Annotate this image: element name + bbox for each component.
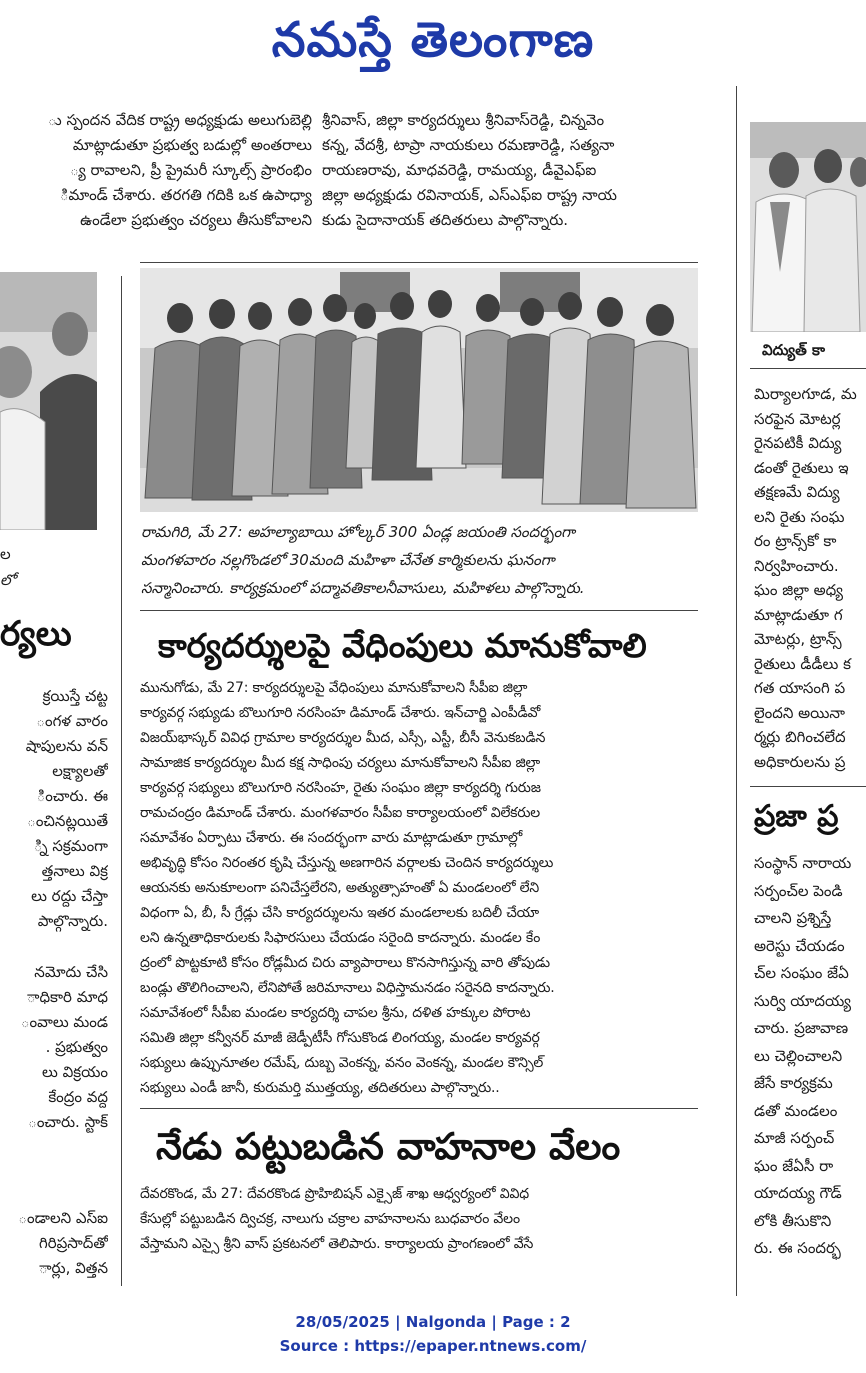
source-link[interactable]: Source : https://epaper.ntnews.com/ xyxy=(279,1337,587,1355)
article2-top-rule xyxy=(140,1108,698,1109)
left-fragment-b: లో xyxy=(0,571,16,589)
right-photo-caption: విద్యుత్ కా xyxy=(762,341,826,359)
newspaper-page xyxy=(0,86,866,1298)
edition-info: 28/05/2025 | Nalgonda | Page : 2 xyxy=(295,1313,571,1331)
left-body-1: క్రయిస్తే చట్ట ంగళ వారం షాపులను వన్ లక్ష్యాలతో ించారు. ఈ ంచినట్లయితే ్ని సక్రమంగా త్తనాలు విక్ర లు రద్దు చేస్తా పాల్గొన్నారు. xyxy=(25,687,108,930)
left-headline-fragment: ర్యలు xyxy=(0,614,72,654)
left-body-3: ండాలని ఎస్ఐ గిరిప్రసాద్‌తో ార్లు, విత్తన xyxy=(18,1209,108,1277)
left-body-2: నమోదు చేసి ాధికారి మాధ ంవాలు మండ . ప్రభుత్వం లు విక్రయం కేంద్రం వద్ద ంచారు. స్టాక్ xyxy=(20,963,108,1131)
photo-caption: రామగిరి, మే 27: అహల్యాబాయి హోల్కర్ 300 ఏండ్ల జయంతి సందర్భంగా మంగళవారం నల్లగొండలో 30మంది మహిళా చేనేత కార్మికులను ఘనంగా సన్మానించారు. కార్యక్రమంలో పద్మావతికాలనీవాసులు, మహిళలు పాల్గొన్నారు. xyxy=(141,523,585,597)
page-footer xyxy=(0,1310,866,1358)
right-caption-rule xyxy=(750,368,866,369)
left-fragment-a: ల xyxy=(0,545,11,563)
article1-top-rule xyxy=(140,610,698,611)
column-divider-right xyxy=(736,86,737,1296)
middle-top-text: శ్రీనివాస్, జిల్లా కార్యదర్శులు శ్రీనివాస్‌రెడ్డి, చిన్నవెం కన్న, వేదశ్రీ, టాప్రా నాయకులు రమణారెడ్డి, సత్యనా రాయణరావు, మాధవరెడ్డి, రామయ్య, డీవైఎఫ్ఐ జిల్లా అధ్యక్షుడు రవినాయక్, ఎస్ఎఫ్ఐ రాష్ట్ర నాయ కుడు సైదానాయక్ తదితరులు పాల్గొన్నారు. xyxy=(322,111,617,229)
newspaper-logo: నమస్తే తెలంగాణ xyxy=(271,12,595,68)
right-headline-rule xyxy=(750,786,866,787)
article2-headline: నేడు పట్టుబడిన వాహనాల వేలం xyxy=(156,1125,621,1168)
right-photo xyxy=(750,122,866,332)
article2-body: దేవరకొండ, మే 27: దేవరకొండ ప్రొహిబిషన్ ఎక్సైజ్ శాఖ ఆధ్వర్యంలో వివిధ కేసుల్లో పట్టుబడిన ద్విచక్ర, నాలుగు చక్రాల వాహనాలను బుధవారం వేలం వేస్తామని ఎస్సై శ్రీని వాస్ ప్రకటనలో తెలిపారు. కార్యాలయ ప్రాంగణంలో వేసే xyxy=(140,1186,534,1252)
middle-top-rule xyxy=(140,262,698,263)
women-weavers-photo xyxy=(140,268,698,512)
column-divider-left xyxy=(121,276,122,1286)
masthead xyxy=(0,0,866,82)
article1-headline: కార్యదర్శులపై వేధింపులు మానుకోవాలి xyxy=(158,626,647,665)
article1-body: మునుగోడు, మే 27: కార్యదర్శులపై వేధింపులు మానుకోవాలని సీపీఐ జిల్లా కార్యవర్గ సభ్యుడు బొలుగూరి నరసింహ డిమాండ్ చేశారు. ఇన్‌చార్జి ఎంపీడీవో విజయ్‌భాస్కర్ వివిధ గ్రామాల కార్యదర్శుల మీద, ఎస్సీ, ఎస్టీ, బీసీ వెనుకబడిన సామాజిక కార్యదర్శుల మీద కక్ష సాధింపు చర్యలు మానుకోవాలని సీపీఐ జిల్లా కార్యవర్గ సభ్యులు బొలుగూరి నరసింహ, రైతు సంఘం జిల్లా కార్యదర్శి గురుజ రామచంద్రం డిమాండ్ చేశారు. మంగళవారం సీపీఐ కార్యాలయంలో విలేకరుల సమావేశం ఏర్పాటు చేశారు. ఈ సందర్భంగా వారు మాట్లాడుతూ గ్రామాల్లో అభివృద్ధి కోసం నిరంతర కృషి చేస్తున్న అణగారిన వర్గాలకు చెందిన కార్యదర్శులు ఆయనకు అనుకూలంగా పనిచేస్తలేరని, అత్యుత్సాహంతో ఏ మండలంలో లేని విధంగా ఏ, బీ, సీ గ్రేడ్లు చేసి కార్యదర్శులను ఇతర మండలాలకు బదిలీ చేయా లని ఉన్నతాధికారులకు సిఫారసులు చేయడం సరైంది కాదన్నారు. మండల కేం ద్రంలో పొట్టకూటి కోసం రోడ్లమీద చిరు వ్యాపారాలు కొనసాగిస్తున్న వారి తోపుడు బండ్లు తొలిగించాలని, లేనిపోతే జరిమానాలు విధిస్తామనడం సరైనది కాదన్నారు. సమావేశంలో సీపీఐ మండల కార్యదర్శి చాపల శ్రీను, దళిత హక్కుల పోరాట సమితి జిల్లా కన్వీనర్ మాజీ జెడ్పీటీసీ గోసుకొండ లింగయ్య, మండల కార్యవర్గ సభ్యులు ఉప్పునూతల రమేష్, దుబ్బ వెంకన్న, వనం వెంకన్న, మండల కౌన్సిల్ సభ్యులు ఎండీ జానీ, కురుమర్తి ముత్తయ్య, తదితరులు పాల్గొన్నారు.. xyxy=(140,680,555,1096)
left-column-top-text: ు స్పందన వేదిక రాష్ట్ర అధ్యక్షుడు అలుగుబెల్లి మాట్లాడుతూ ప్రభుత్వ బడుల్లో అంతరాలు ్య రావాలని, ప్రీ ప్రైమరీ స్కూల్స్ ప్రారంభిం ిమాండ్ చేశారు. తరగతి గదికి ఒక ఉపాధ్యా ఉండేలా ప్రభుత్వం చర్యలు తీసుకోవాలని xyxy=(47,111,312,229)
right-headline-fragment: ప్రజా ప్ర xyxy=(754,799,839,834)
left-photo xyxy=(0,272,97,530)
right-body-2: సంస్థాన్ నారాయ సర్పంచ్‌ల పెండి చాలని ప్రశ్నిస్తే అరెస్టు చేయడం చ్‌ల సంఘం జేఏ సుర్వి యాదయ్య చారు. ప్రజావాణ లు చెల్లించాలని జేసే కార్యక్రమ డతో మండలం మాజీ సర్పంచ్ ఘం జేఏసీ రా యాదయ్య గౌడ్ లోకి తీసుకొని రు. ఈ సందర్భ xyxy=(754,854,852,1257)
right-body-1: మిర్యాలగూడ, మ సరఫైన మోటర్ల రైనపటికీ విద్యు డంతో రైతులు ఇ తక్షణమే విద్యు లని రైతు సంఘ రం ట్రాన్స్‌కో కా నిర్వహించారు. ఘం జిల్లా అధ్య మాట్లాడుతూ గ మోటర్లు, ట్రాన్స్ రైతులు డీడీలు క గత యాసంగి ప లైందని అయినా ర్మర్లు బిగించలేద అధికారులను ప్ర xyxy=(754,385,857,771)
